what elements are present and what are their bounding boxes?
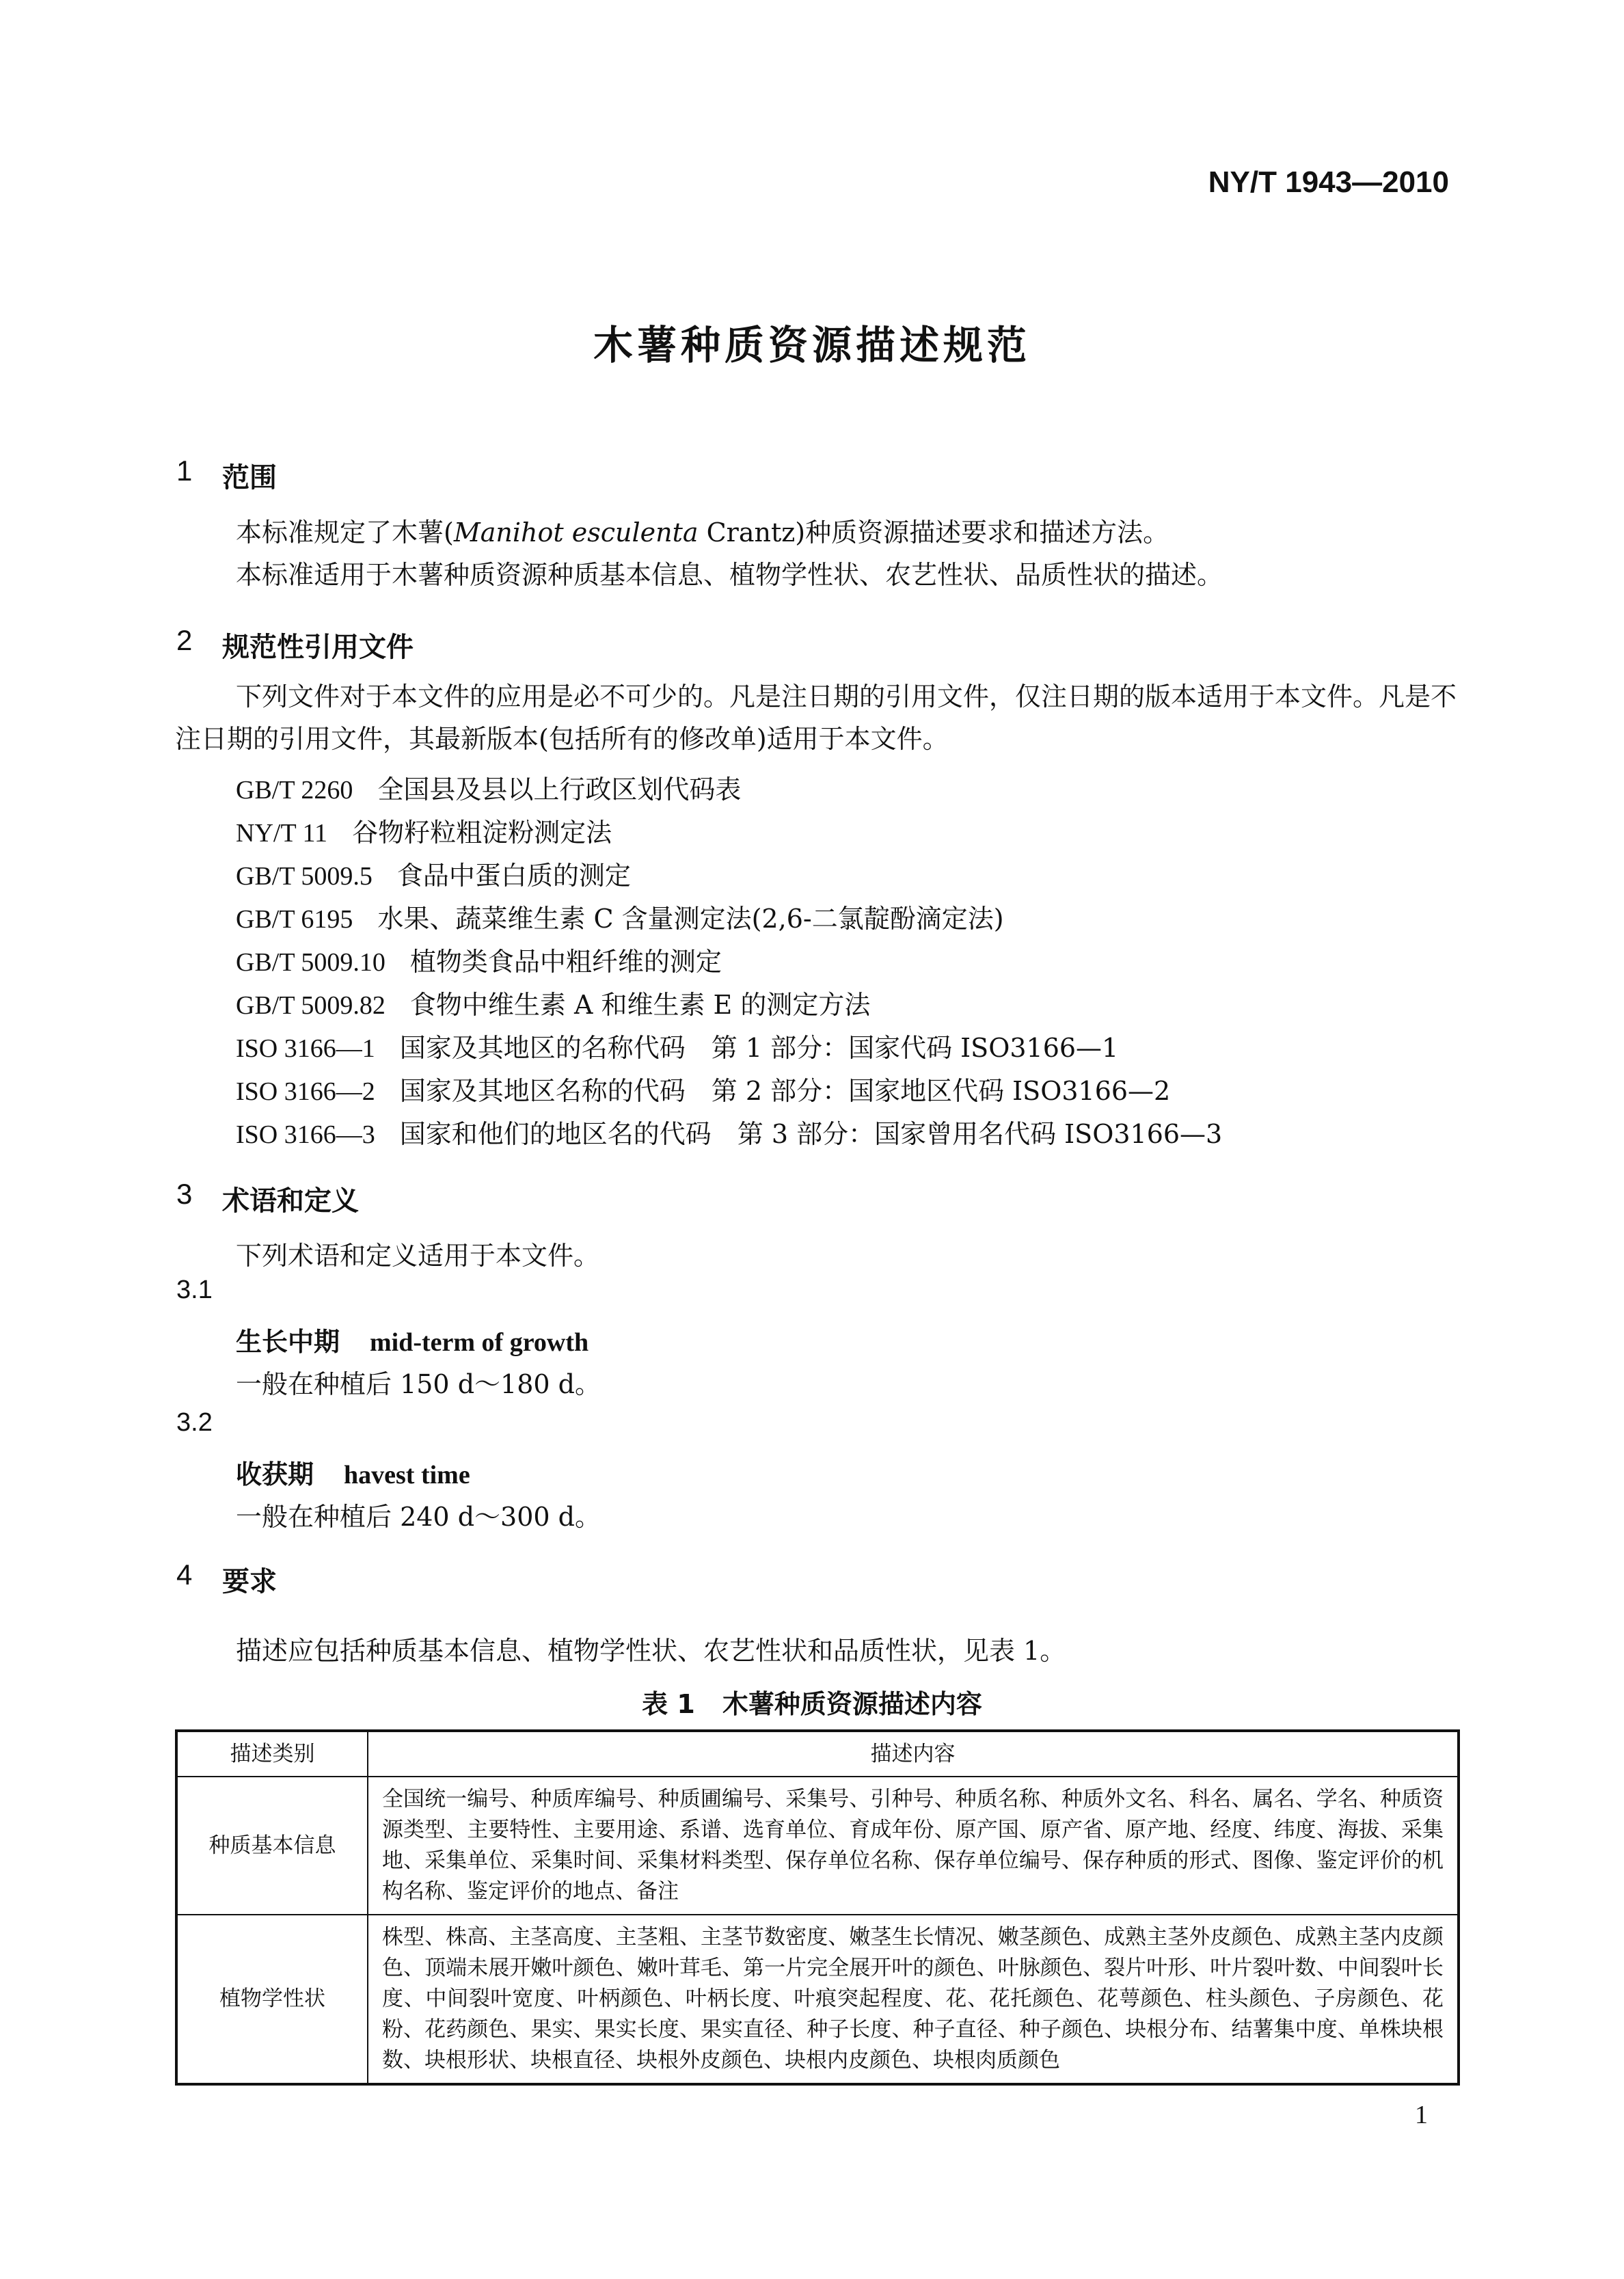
table-header-cell: 描述类别: [176, 1731, 368, 1777]
term-definition: 一般在种植后 150 d～180 d。: [236, 1369, 601, 1399]
reference-item: [236, 768, 741, 806]
reference-code: GB/T 5009.5: [236, 862, 373, 891]
table-row: [176, 1777, 1459, 1915]
terms-intro: 下列术语和定义适用于本文件。: [236, 1241, 600, 1271]
reference-title: 水果、蔬菜维生素 C 含量测定法(2,6-二氯靛酚滴定法): [377, 904, 1004, 934]
table-caption-title: 木薯种质资源描述内容: [722, 1689, 982, 1719]
table-caption: [0, 1683, 1624, 1721]
reference-code: NY/T 11: [236, 819, 328, 848]
reference-code: ISO 3166—3: [236, 1120, 375, 1149]
section-3-title: 术语和定义: [222, 1185, 359, 1217]
reference-item: [236, 1070, 1170, 1107]
reference-title: 食品中蛋白质的测定: [396, 861, 631, 891]
document-title: 木薯种质资源描述规范: [593, 322, 1031, 368]
table-header-row: [176, 1731, 1459, 1777]
table-content-cell: 株型、株高、主茎高度、主茎粗、主茎节数密度、嫩茎生长情况、嫩茎颜色、成熟主茎外皮颜色、成熟主茎内皮颜色、顶端未展开嫩叶颜色、嫩叶茸毛、第一片完全展开叶的颜色、叶脉颜色、裂片叶形、叶片裂叶数、中间裂叶长度、中间裂叶宽度、叶柄颜色、叶柄长度、叶痕突起程度、花、花托颜色、花萼颜色、柱头颜色、子房颜色、花粉、花药颜色、果实、果实长度、果实直径、种子长度、种子直径、种子颜色、块根分布、结薯集中度、单株块根数、块根形状、块根直径、块根外皮颜色、块根内皮颜色、块根肉质颜色: [368, 1915, 1459, 2084]
reference-item: [236, 898, 1004, 935]
table-row: [176, 1915, 1459, 2084]
term-english: mid-term of growth: [370, 1328, 589, 1357]
section-1-number: 1: [176, 455, 193, 487]
section-4-title: 要求: [222, 1566, 277, 1597]
section-1-title: 范围: [222, 462, 277, 494]
section-2-number: 2: [176, 624, 193, 656]
reference-code: GB/T 5009.82: [236, 991, 385, 1020]
reference-item: [236, 984, 870, 1021]
section-3-number: 3: [176, 1178, 193, 1210]
reference-title: 全国县及县以上行政区划代码表: [377, 774, 742, 805]
term-number: 3.2: [176, 1408, 213, 1437]
table-category-cell: 植物学性状: [176, 1915, 368, 2084]
reference-item: [236, 811, 612, 849]
term-chinese: 收获期: [236, 1459, 314, 1489]
term-number: 3.1: [176, 1276, 213, 1304]
description-table: [175, 1729, 1460, 2086]
term-heading: [236, 1453, 470, 1491]
reference-title: 国家及其地区的名称代码 第 1 部分：国家代码 ISO3166—1: [399, 1033, 1119, 1063]
term-english: havest time: [344, 1461, 470, 1489]
reference-title: 植物类食品中粗纤维的测定: [409, 947, 722, 977]
reference-title: 国家及其地区名称的代码 第 2 部分：国家地区代码 ISO3166—2: [399, 1076, 1171, 1106]
reference-title: 国家和他们的地区名的代码 第 3 部分：国家曾用名代码 ISO3166—3: [399, 1119, 1223, 1149]
references-intro: 下列文件对于本文件的应用是必不可少的。凡是注日期的引用文件，仅注日期的版本适用于本文件。凡是不注日期的引用文件，其最新版本(包括所有的修改单)适用于本文件。: [175, 682, 1457, 754]
reference-code: ISO 3166—2: [236, 1077, 375, 1106]
reference-code: GB/T 5009.10: [236, 948, 385, 977]
scope-paragraph-2: 本标准适用于木薯种质资源种质基本信息、植物学性状、农艺性状、品质性状的描述。: [236, 560, 1223, 590]
term-chinese: 生长中期: [236, 1327, 340, 1357]
standard-code: NY/T 1943—2010: [1208, 165, 1449, 199]
scope-p1-prefix: 本标准规定了木薯(: [236, 517, 454, 548]
table-caption-number: 表 1: [642, 1689, 695, 1719]
requirements-intro: 描述应包括种质基本信息、植物学性状、农艺性状和品质性状，见表 1。: [236, 1636, 1066, 1666]
scope-paragraph-1: [236, 511, 1169, 549]
reference-item: [236, 941, 722, 978]
table-header-cell: 描述内容: [368, 1731, 1459, 1777]
reference-title: 谷物籽粒粗淀粉测定法: [352, 818, 612, 848]
reference-item: [236, 1113, 1222, 1150]
reference-item: [236, 1027, 1118, 1064]
reference-item: [236, 854, 631, 892]
reference-title: 食物中维生素 A 和维生素 E 的测定方法: [409, 990, 871, 1020]
section-2-title: 规范性引用文件: [222, 632, 414, 663]
reference-code: ISO 3166—1: [236, 1034, 375, 1063]
page-number: 1: [1415, 2101, 1428, 2129]
reference-code: GB/T 6195: [236, 905, 353, 934]
table-category-cell: 种质基本信息: [176, 1777, 368, 1915]
term-heading: [236, 1321, 588, 1358]
reference-code: GB/T 2260: [236, 776, 353, 805]
section-4-number: 4: [176, 1559, 193, 1591]
scope-p1-suffix: )种质资源描述要求和描述方法。: [795, 517, 1169, 548]
species-author: Crantz: [698, 517, 796, 548]
species-name: Manihot esculenta: [453, 517, 699, 548]
term-definition: 一般在种植后 240 d～300 d。: [236, 1502, 601, 1532]
table-content-cell: 全国统一编号、种质库编号、种质圃编号、采集号、引种号、种质名称、种质外文名、科名、属名、学名、种质资源类型、主要特性、主要用途、系谱、选育单位、育成年份、原产国、原产省、原产地、经度、纬度、海拔、采集地、采集单位、采集时间、采集材料类型、保存单位名称、保存单位编号、保存种质的形式、图像、鉴定评价的机构名称、鉴定评价的地点、备注: [368, 1777, 1459, 1915]
